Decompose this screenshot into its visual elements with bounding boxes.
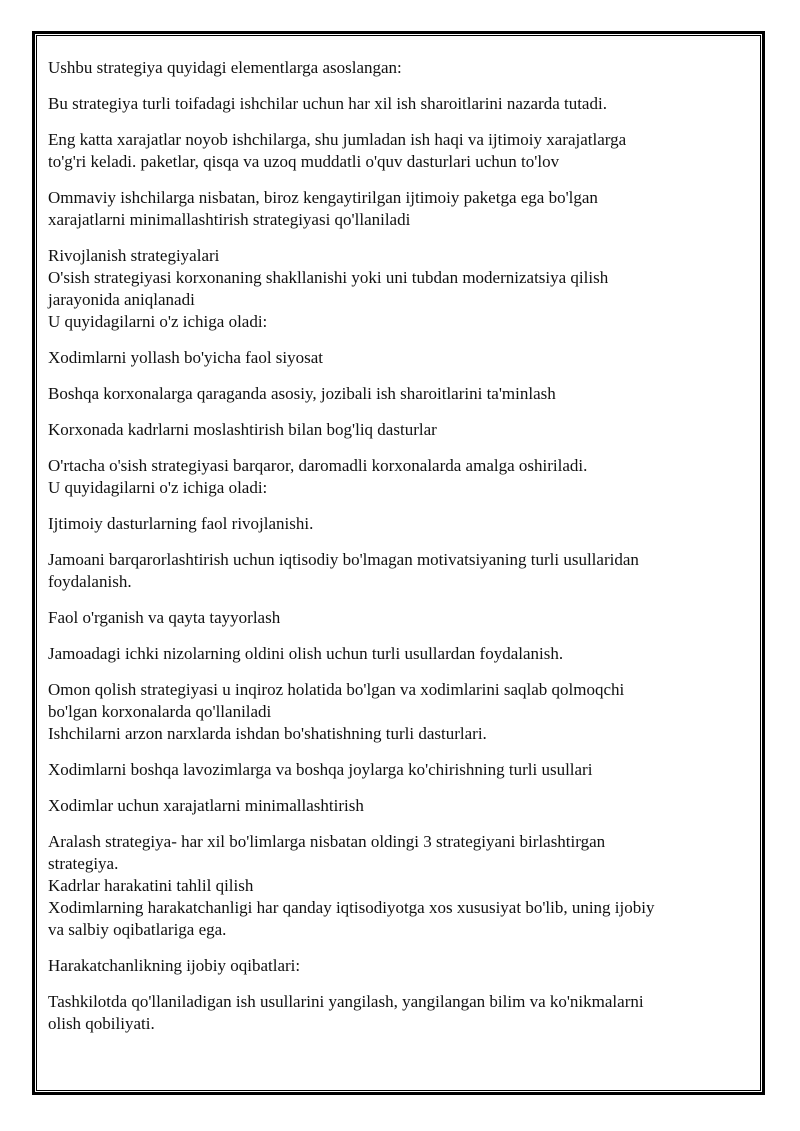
text-line: xarajatlarni minimallashtirish strategiyasi qo'llaniladi: [48, 210, 411, 229]
text-line: Bu strategiya turli toifadagi ishchilar uchun har xil ish sharoitlarini nazarda tutadi.: [48, 94, 607, 113]
text-line: Faol o'rganish va qayta tayyorlash: [48, 608, 281, 627]
paragraph: [48, 679, 748, 745]
paragraph: [48, 347, 748, 369]
paragraph: [48, 607, 748, 629]
paragraph: [48, 187, 748, 231]
paragraph: [48, 991, 748, 1035]
paragraph: [48, 419, 748, 441]
text-line: O'sish strategiyasi korxonaning shakllanishi yoki uni tubdan modernizatsiya qilish: [48, 268, 609, 287]
text-line: Harakatchanlikning ijobiy oqibatlari:: [48, 956, 301, 975]
text-line: Xodimlarning harakatchanligi har qanday iqtisodiyotga xos xususiyat bo'lib, uning ijobiy: [48, 898, 655, 917]
text-line: Ishchilarni arzon narxlarda ishdan bo'shatishning turli dasturlari.: [48, 724, 487, 743]
paragraph: [48, 513, 748, 535]
paragraph: [48, 383, 748, 405]
paragraph: [48, 245, 748, 333]
text-line: U quyidagilarni o'z ichiga oladi:: [48, 478, 268, 497]
text-line: O'rtacha o'sish strategiyasi barqaror, daromadli korxonalarda amalga oshiriladi.: [48, 456, 588, 475]
paragraph: [48, 129, 748, 173]
paragraph: [48, 643, 748, 665]
text-line: strategiya.: [48, 854, 119, 873]
text-line: Ommaviy ishchilarga nisbatan, biroz kengaytirilgan ijtimoiy paketga ega bo'lgan: [48, 188, 598, 207]
text-line: Ijtimoiy dasturlarning faol rivojlanishi.: [48, 514, 314, 533]
paragraph: [48, 831, 748, 941]
text-line: bo'lgan korxonalarda qo'llaniladi: [48, 702, 272, 721]
text-line: Korxonada kadrlarni moslashtirish bilan bog'liq dasturlar: [48, 420, 437, 439]
text-line: Xodimlarni boshqa lavozimlarga va boshqa joylarga ko'chirishning turli usullari: [48, 760, 593, 779]
text-line: Omon qolish strategiyasi u inqiroz holatida bo'lgan va xodimlarini saqlab qolmoqchi: [48, 680, 625, 699]
paragraph: [48, 93, 748, 115]
paragraph: [48, 759, 748, 781]
text-line: Jamoadagi ichki nizolarning oldini olish uchun turli usullardan foydalanish.: [48, 644, 564, 663]
document-body: [48, 57, 748, 1049]
text-line: Ushbu strategiya quyidagi elementlarga asoslangan:: [48, 58, 402, 77]
paragraph: [48, 955, 748, 977]
text-line: Tashkilotda qo'llaniladigan ish usullarini yangilash, yangilangan bilim va ko'nikmalarni: [48, 992, 644, 1011]
text-line: U quyidagilarni o'z ichiga oladi:: [48, 312, 268, 331]
text-line: foydalanish.: [48, 572, 132, 591]
text-line: olish qobiliyati.: [48, 1014, 155, 1033]
text-line: Boshqa korxonalarga qaraganda asosiy, jozibali ish sharoitlarini ta'minlash: [48, 384, 556, 403]
text-line: Aralash strategiya- har xil bo'limlarga nisbatan oldingi 3 strategiyani birlashtirgan: [48, 832, 606, 851]
text-line: Rivojlanish strategiyalari: [48, 246, 220, 265]
paragraph: [48, 549, 748, 593]
text-line: Jamoani barqarorlashtirish uchun iqtisodiy bo'lmagan motivatsiyaning turli usullaridan: [48, 550, 639, 569]
text-line: Xodimlarni yollash bo'yicha faol siyosat: [48, 348, 324, 367]
text-line: Xodimlar uchun xarajatlarni minimallashtirish: [48, 796, 364, 815]
text-line: to'g'ri keladi. paketlar, qisqa va uzoq muddatli o'quv dasturlari uchun to'lov: [48, 152, 560, 171]
text-line: Kadrlar harakatini tahlil qilish: [48, 876, 254, 895]
paragraph: [48, 57, 748, 79]
text-line: Eng katta xarajatlar noyob ishchilarga, shu jumladan ish haqi va ijtimoiy xarajatlarga: [48, 130, 627, 149]
paragraph: [48, 795, 748, 817]
text-line: va salbiy oqibatlariga ega.: [48, 920, 227, 939]
text-line: jarayonida aniqlanadi: [48, 290, 195, 309]
paragraph: [48, 455, 748, 499]
